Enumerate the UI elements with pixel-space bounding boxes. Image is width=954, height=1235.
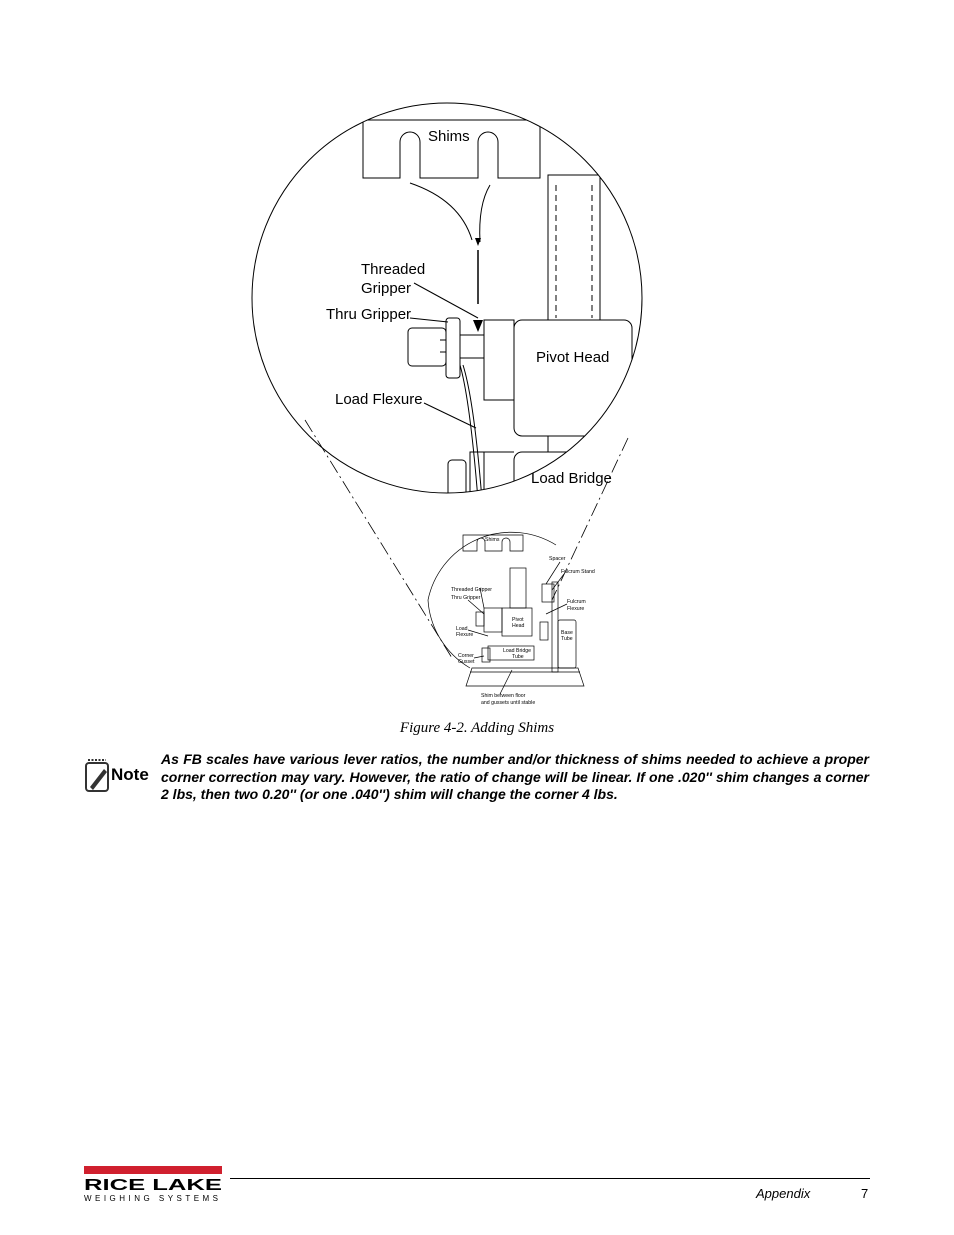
label-load-flexure: Load Flexure xyxy=(335,391,423,408)
footer-page-number: 7 xyxy=(861,1186,869,1201)
small-label-shims: Shims xyxy=(485,537,500,543)
logo-red-bar xyxy=(84,1166,222,1174)
note-icon-label: Note xyxy=(111,765,149,784)
rice-lake-logo xyxy=(84,1166,224,1206)
small-label-base-tube: Tube xyxy=(561,636,573,642)
magnifier-leader-lines xyxy=(305,420,628,658)
small-label-load: Load xyxy=(456,626,468,632)
figure-caption: Figure 4-2. Adding Shims xyxy=(399,720,555,736)
small-label-base: Base xyxy=(561,630,573,636)
logo-subtext: WEIGHING SYSTEMS xyxy=(84,1194,218,1203)
small-label-shim-floor-2: and gussets until stable xyxy=(481,700,536,706)
small-label-fulcrum: Fulcrum xyxy=(567,599,586,605)
small-label-spacer: Spacer xyxy=(549,556,566,562)
small-label-gusset: Gusset xyxy=(458,659,475,665)
note-text: As FB scales have various lever ratios, the number and/or thickness of shims needed to achieve a proper corner correction may vary. However, the ratio of change will be linear. If one .020'' shim changes a corner 2 lbs, then two 0.20'' (or one .040'') shim will change the corner 4 lbs. xyxy=(161,751,869,802)
label-threaded-gripper-line1: Threaded xyxy=(361,261,426,278)
small-label-load-flexure: Flexure xyxy=(456,632,474,638)
small-label-pivot: Pivot xyxy=(512,617,524,623)
label-pivot-head: Pivot Head xyxy=(536,349,610,366)
footer-rule xyxy=(230,1178,870,1179)
label-threaded-gripper-line2: Gripper xyxy=(361,280,412,297)
small-label-thru-gripper: Thru Gripper xyxy=(451,595,481,601)
label-thru-gripper: Thru Gripper xyxy=(326,306,412,323)
logo-text: RICE LAKE xyxy=(84,1177,223,1194)
small-label-head: Head xyxy=(512,623,525,629)
small-label-corner: Corner xyxy=(458,653,474,659)
small-label-fulcrum-stand: Fulcrum Stand xyxy=(561,569,595,575)
small-label-load-bridge-tube: Tube xyxy=(512,654,524,660)
magnified-detail xyxy=(252,103,718,512)
small-label-threaded-gripper: Threaded Gripper xyxy=(451,587,492,593)
small-label-shim-floor: Shim between floor xyxy=(481,693,526,699)
label-shims: Shims xyxy=(428,128,470,145)
small-label-load-bridge: Load Bridge xyxy=(503,648,531,654)
note-icon xyxy=(84,757,152,797)
overview-labels xyxy=(451,537,595,706)
label-load-bridge: Load Bridge xyxy=(531,470,612,487)
small-label-flexure: Flexure xyxy=(567,606,585,612)
footer-section-name: Appendix xyxy=(756,1186,811,1201)
